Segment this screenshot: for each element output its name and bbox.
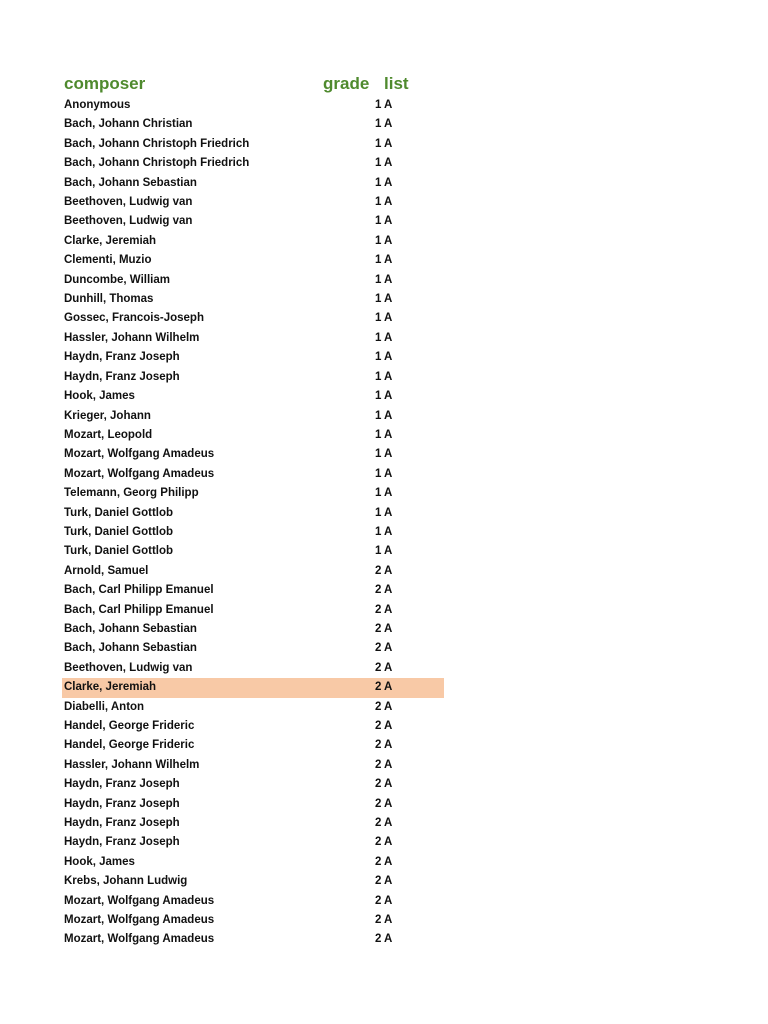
table-row[interactable] (62, 426, 444, 445)
cell-grade: 2 (375, 584, 382, 597)
cell-grade: 1 (375, 137, 382, 150)
cell-composer: Bach, Johann Sebastian (64, 622, 197, 635)
cell-grade: 1 (375, 370, 382, 383)
cell-composer: Arnold, Samuel (64, 564, 149, 577)
table-row[interactable] (62, 309, 444, 328)
table-row[interactable] (62, 387, 444, 406)
cell-composer: Hook, James (64, 390, 135, 403)
table-row[interactable] (62, 814, 444, 833)
cell-list: A (384, 622, 393, 635)
cell-list: A (384, 933, 393, 946)
cell-grade: 2 (375, 622, 382, 635)
cell-composer: Hook, James (64, 855, 135, 868)
table-row[interactable] (62, 96, 444, 115)
cell-composer: Duncombe, William (64, 273, 170, 286)
cell-grade: 2 (375, 739, 382, 752)
cell-list: A (384, 390, 393, 403)
cell-composer: Clementi, Muzio (64, 254, 152, 267)
cell-grade: 1 (375, 215, 382, 228)
cell-grade: 1 (375, 118, 382, 131)
cell-composer: Bach, Carl Philipp Emanuel (64, 603, 214, 616)
table-row[interactable] (62, 154, 444, 173)
cell-list: A (384, 681, 393, 694)
table-row[interactable] (62, 174, 444, 193)
cell-composer: Handel, George Frideric (64, 720, 195, 732)
cell-list: A (384, 157, 393, 170)
cell-list: A (384, 370, 393, 383)
table-row[interactable] (62, 445, 444, 464)
table-row[interactable] (62, 756, 444, 775)
cell-composer: Haydn, Franz Joseph (64, 817, 180, 830)
cell-grade: 2 (375, 875, 382, 888)
cell-composer: Bach, Johann Christoph Friedrich (64, 137, 250, 150)
cell-list: A (384, 720, 393, 732)
table-row[interactable] (62, 368, 444, 387)
cell-grade: 1 (375, 196, 382, 209)
cell-grade: 1 (375, 157, 382, 170)
cell-composer: Haydn, Franz Joseph (64, 351, 180, 364)
cell-list: A (384, 700, 393, 713)
table-row[interactable] (62, 620, 444, 639)
cell-grade: 1 (375, 428, 382, 441)
cell-composer: Krebs, Johann Ludwig (64, 875, 188, 888)
cell-composer: Clarke, Jeremiah (64, 681, 157, 694)
cell-list: A (384, 603, 393, 616)
cell-list: A (384, 312, 393, 325)
cell-list: A (384, 797, 393, 810)
cell-list: A (384, 642, 393, 655)
table-row[interactable] (62, 930, 444, 949)
cell-list: A (384, 428, 393, 441)
cell-list: A (384, 351, 393, 364)
cell-list: A (384, 506, 393, 519)
cell-list: A (384, 137, 393, 150)
cell-composer: Mozart, Wolfgang Amadeus (64, 448, 215, 461)
cell-list: A (384, 875, 393, 888)
cell-list: A (384, 739, 393, 752)
cell-list: A (384, 525, 393, 538)
header-list: list (384, 74, 409, 93)
table-row[interactable] (62, 833, 444, 852)
cell-composer: Mozart, Wolfgang Amadeus (64, 914, 215, 927)
table-row[interactable] (62, 484, 444, 503)
cell-composer: Haydn, Franz Joseph (64, 778, 180, 791)
cell-grade: 1 (375, 273, 382, 286)
table-row[interactable] (62, 115, 444, 134)
cell-grade: 2 (375, 894, 382, 907)
cell-composer: Gossec, Francois-Joseph (64, 312, 204, 325)
cell-grade: 2 (375, 855, 382, 868)
table-row[interactable] (62, 504, 444, 523)
table-row[interactable] (62, 853, 444, 872)
cell-grade: 1 (375, 254, 382, 267)
cell-composer: Hassler, Johann Wilhelm (64, 331, 200, 344)
cell-grade: 2 (375, 778, 382, 791)
table-row[interactable] (62, 639, 444, 658)
cell-composer: Beethoven, Ludwig van (64, 215, 193, 228)
cell-grade: 1 (375, 409, 382, 422)
cell-composer: Haydn, Franz Joseph (64, 836, 180, 849)
cell-grade: 2 (375, 914, 382, 927)
cell-grade: 2 (375, 603, 382, 616)
cell-list: A (384, 758, 393, 771)
cell-list: A (384, 855, 393, 868)
cell-composer: Beethoven, Ludwig van (64, 661, 193, 674)
table-row[interactable] (62, 135, 444, 154)
cell-grade: 1 (375, 293, 382, 306)
cell-list: A (384, 778, 393, 791)
cell-grade: 2 (375, 642, 382, 655)
cell-grade: 1 (375, 312, 382, 325)
cell-composer: Bach, Johann Sebastian (64, 176, 197, 189)
table-row[interactable] (62, 775, 444, 794)
cell-composer: Krieger, Johann (64, 409, 151, 422)
cell-list: A (384, 914, 393, 927)
cell-composer: Anonymous (64, 99, 131, 111)
cell-grade: 1 (375, 467, 382, 480)
header-composer: composer (64, 74, 146, 93)
table-row[interactable] (62, 193, 444, 212)
cell-list: A (384, 196, 393, 209)
header-grade: grade (323, 74, 370, 93)
table-row[interactable] (62, 872, 444, 891)
table-row[interactable] (62, 717, 444, 736)
cell-grade: 2 (375, 564, 382, 577)
cell-list: A (384, 409, 393, 422)
table-row[interactable] (62, 232, 444, 251)
cell-list: A (384, 836, 393, 849)
cell-grade: 1 (375, 99, 382, 111)
table-row[interactable] (62, 523, 444, 542)
cell-composer: Hassler, Johann Wilhelm (64, 758, 200, 771)
cell-composer: Turk, Daniel Gottlob (64, 506, 174, 519)
cell-composer: Turk, Daniel Gottlob (64, 545, 174, 558)
cell-list: A (384, 234, 393, 247)
cell-composer: Diabelli, Anton (64, 700, 145, 713)
cell-list: A (384, 176, 393, 189)
cell-grade: 1 (375, 176, 382, 189)
table-row[interactable] (62, 212, 444, 231)
table-row[interactable] (62, 562, 444, 581)
cell-list: A (384, 545, 393, 558)
cell-grade: 1 (375, 234, 382, 247)
cell-list: A (384, 118, 393, 131)
table-row[interactable] (62, 581, 444, 600)
cell-grade: 2 (375, 681, 382, 694)
table-row[interactable] (62, 678, 444, 697)
cell-list: A (384, 273, 393, 286)
table-row[interactable] (62, 290, 444, 309)
table-row[interactable] (62, 795, 444, 814)
cell-composer: Bach, Johann Sebastian (64, 642, 197, 655)
cell-composer: Mozart, Wolfgang Amadeus (64, 933, 215, 946)
cell-list: A (384, 254, 393, 267)
cell-composer: Clarke, Jeremiah (64, 234, 157, 247)
table-row[interactable] (62, 251, 444, 270)
composer-table-body (62, 96, 444, 950)
cell-list: A (384, 487, 393, 500)
table-row[interactable] (62, 698, 444, 717)
cell-grade: 2 (375, 758, 382, 771)
cell-grade: 1 (375, 506, 382, 519)
cell-composer: Haydn, Franz Joseph (64, 370, 180, 383)
table-row[interactable] (62, 659, 444, 678)
cell-list: A (384, 293, 393, 306)
cell-list: A (384, 215, 393, 228)
cell-composer: Haydn, Franz Joseph (64, 797, 180, 810)
cell-grade: 2 (375, 661, 382, 674)
cell-grade: 2 (375, 933, 382, 946)
table-row[interactable] (62, 736, 444, 755)
cell-grade: 1 (375, 448, 382, 461)
cell-composer: Bach, Johann Christian (64, 118, 193, 131)
cell-grade: 1 (375, 351, 382, 364)
table-row[interactable] (62, 348, 444, 367)
header-row (62, 72, 444, 96)
cell-grade: 2 (375, 817, 382, 830)
cell-list: A (384, 584, 393, 597)
cell-list: A (384, 99, 393, 111)
cell-grade: 2 (375, 836, 382, 849)
cell-grade: 2 (375, 700, 382, 713)
cell-list: A (384, 564, 393, 577)
table-row[interactable] (62, 329, 444, 348)
table-row[interactable] (62, 271, 444, 290)
cell-grade: 2 (375, 720, 382, 732)
table-row[interactable] (62, 892, 444, 911)
cell-composer: Handel, George Frideric (64, 739, 195, 752)
table-row[interactable] (62, 465, 444, 484)
table-row[interactable] (62, 407, 444, 426)
cell-composer: Beethoven, Ludwig van (64, 196, 193, 209)
cell-composer: Bach, Johann Christoph Friedrich (64, 157, 250, 170)
cell-list: A (384, 661, 393, 674)
repertoire-sheet (62, 72, 444, 950)
table-row[interactable] (62, 601, 444, 620)
cell-composer: Mozart, Wolfgang Amadeus (64, 894, 215, 907)
table-row[interactable] (62, 911, 444, 930)
cell-composer: Telemann, Georg Philipp (64, 487, 199, 500)
table-row[interactable] (62, 542, 444, 561)
cell-grade: 1 (375, 390, 382, 403)
cell-list: A (384, 331, 393, 344)
cell-list: A (384, 467, 393, 480)
cell-list: A (384, 894, 393, 907)
cell-grade: 1 (375, 487, 382, 500)
cell-composer: Mozart, Wolfgang Amadeus (64, 467, 215, 480)
cell-list: A (384, 817, 393, 830)
cell-composer: Mozart, Leopold (64, 428, 153, 441)
cell-composer: Bach, Carl Philipp Emanuel (64, 584, 214, 597)
cell-grade: 1 (375, 545, 382, 558)
cell-grade: 1 (375, 525, 382, 538)
cell-composer: Dunhill, Thomas (64, 293, 154, 306)
cell-grade: 2 (375, 797, 382, 810)
cell-composer: Turk, Daniel Gottlob (64, 525, 174, 538)
cell-grade: 1 (375, 331, 382, 344)
cell-list: A (384, 448, 393, 461)
